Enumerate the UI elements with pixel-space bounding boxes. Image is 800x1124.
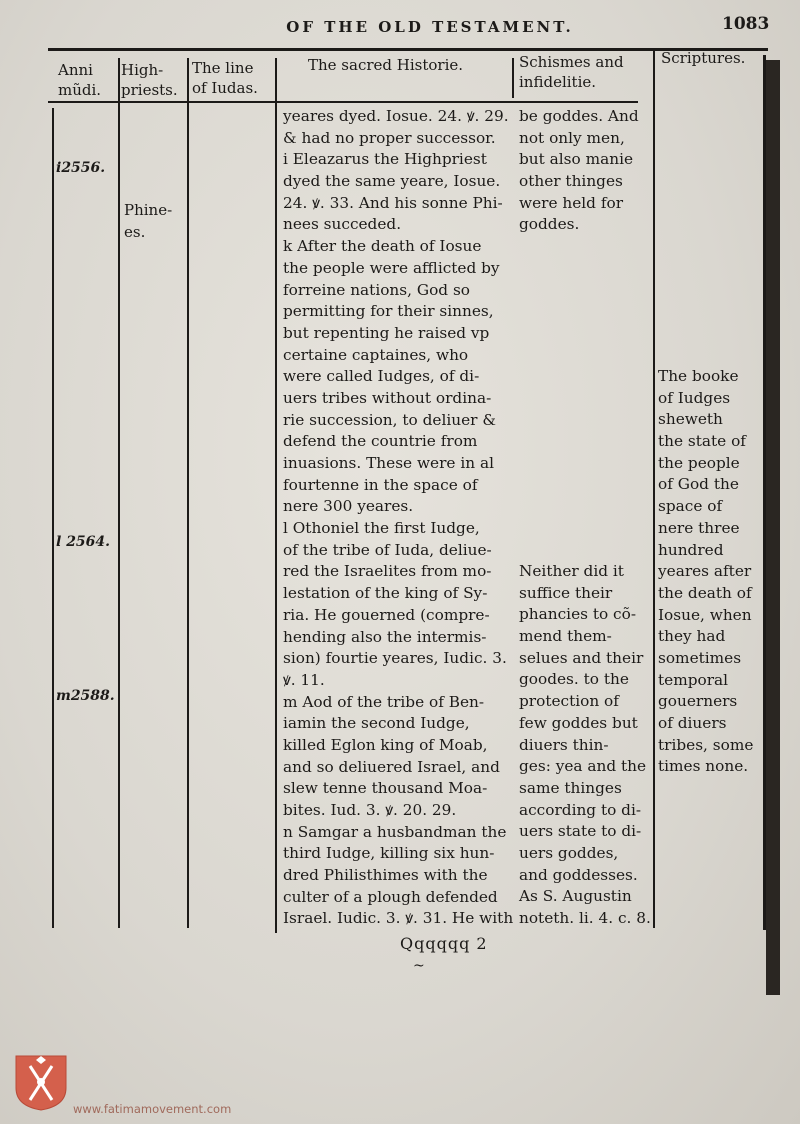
col-head-anni-line: mũdi. — [58, 81, 102, 99]
column-rule — [187, 58, 189, 928]
historie-line: but repenting he raised vp — [283, 323, 490, 342]
scriptures-text — [658, 366, 753, 778]
historie-line: m Aod of the tribe of Ben- — [283, 692, 485, 711]
schism-line: be goddes. And — [519, 107, 639, 125]
header-rule-top — [48, 48, 768, 51]
scripture-line: of Iudges — [658, 388, 731, 407]
schism-line: other thinges — [519, 172, 623, 191]
schism-line: goodes. to the — [519, 670, 629, 689]
scripture-line: space of — [658, 497, 723, 516]
historie-line: Israel. Iudic. 3. ꝟ. 31. He with — [283, 909, 514, 928]
schism-line: phancies to cõ- — [519, 605, 637, 624]
scripture-line: hundred — [658, 540, 724, 559]
historie-line: 24. ꝟ. 33. And his sonne Phi- — [283, 193, 503, 212]
col-head-schismes — [519, 52, 624, 92]
scripture-line: The booke — [658, 367, 739, 385]
historie-line: n Samgar a husbandman the — [283, 822, 507, 841]
historie-line: rie succession, to deliuer & — [283, 410, 496, 429]
fatima-crest-icon — [14, 1054, 68, 1112]
column-rule — [275, 58, 277, 933]
schism-line: few goddes but — [519, 713, 638, 732]
historie-line: inuasions. These were in al — [283, 454, 494, 472]
historie-line: & had no proper successor. — [283, 128, 496, 147]
scripture-line: times none. — [658, 757, 749, 776]
col-head-priests-line: High- — [121, 61, 164, 79]
schism-line: Neither did it — [519, 562, 624, 580]
column-rule — [512, 58, 514, 98]
col-head-priests-line: priests. — [121, 81, 178, 99]
historie-line: nere 300 yeares. — [283, 497, 414, 516]
page-edge-shadow — [766, 60, 780, 995]
historie-line: forreine nations, God so — [283, 280, 470, 299]
historie-line: fourtenne in the space of — [283, 475, 478, 494]
historie-line: hending also the intermis- — [283, 627, 487, 646]
col-head-line-line: of Iudas. — [192, 79, 258, 97]
schism-line: selues and their — [519, 648, 644, 667]
historie-line: lestation of the king of Sy- — [283, 584, 488, 603]
sacred-historie-text — [283, 106, 513, 930]
historie-line: permitting for their sinnes, — [283, 302, 494, 321]
highpriest-name-line: Phine- — [124, 201, 173, 219]
historie-line: i Eleazarus the Highpriest — [283, 150, 487, 169]
schism-line: diuers thin- — [519, 735, 609, 754]
column-rule — [118, 58, 120, 928]
historie-line: certaine captaines, who — [283, 345, 469, 364]
historie-line: were called Iudges, of di- — [283, 367, 480, 386]
column-rule — [52, 108, 54, 928]
historie-line: slew tenne thousand Moa- — [283, 779, 488, 798]
schismes-text-bottom — [519, 561, 651, 930]
col-head-line-line: The line — [192, 59, 254, 77]
schismes-text-top — [519, 106, 639, 236]
scripture-line: the death of — [658, 583, 752, 602]
schism-line: goddes. — [519, 215, 580, 234]
historie-line: and so deliuered Israel, and — [283, 757, 500, 776]
historie-line: yeares dyed. Iosue. 24. ꝟ. 29. — [283, 107, 509, 125]
column-rule — [653, 48, 655, 928]
historie-line: uers tribes without ordina- — [283, 388, 492, 407]
schism-line: mend them- — [519, 627, 612, 646]
website-link[interactable]: www.fatimamovement.com — [73, 1102, 232, 1116]
scripture-line: the people — [658, 453, 740, 472]
schism-line: not only men, — [519, 128, 625, 147]
scripture-line: temporal — [658, 670, 729, 689]
scripture-line: yeares after — [658, 562, 752, 581]
schism-line: ges: yea and the — [519, 757, 647, 776]
year-marker: i2556. — [56, 160, 106, 176]
schism-line: same thinges — [519, 778, 622, 797]
historie-line: the people were afflicted by — [283, 258, 500, 277]
schism-line: according to di- — [519, 800, 642, 819]
historie-line: l Othoniel the first Iudge, — [283, 519, 480, 538]
col-head-scriptures: Scriptures. — [661, 49, 746, 67]
historie-line: dred Philisthimes with the — [283, 866, 488, 885]
schism-line: noteth. li. 4. c. 8. — [519, 909, 651, 927]
col-head-line-of-iudas — [192, 58, 258, 98]
running-title: OF THE OLD TESTAMENT. — [286, 18, 574, 36]
historie-line: nees succeded. — [283, 215, 402, 234]
col-head-schismes-line: Schismes and — [519, 53, 624, 71]
historie-line: sion) fourtie yeares, Iudic. 3. — [283, 649, 507, 668]
year-marker: m2588. — [56, 688, 115, 704]
historie-line: third Iudge, killing six hun- — [283, 844, 495, 863]
historie-line: k After the death of Iosue — [283, 237, 482, 256]
year-marker: l 2564. — [56, 534, 111, 550]
historie-line: ria. He gouerned (compre- — [283, 605, 490, 624]
historie-line: of the tribe of Iuda, deliue- — [283, 540, 492, 559]
signature-mark: Qqqqqq 2 — [400, 934, 488, 953]
schism-line: uers state to di- — [519, 822, 642, 841]
ornament: ~ — [413, 958, 425, 974]
historie-line: defend the countrie from — [283, 432, 478, 451]
historie-line: culter of a plough defended — [283, 887, 498, 906]
scripture-line: sometimes — [658, 648, 742, 667]
col-head-historie: The sacred Historie. — [308, 56, 464, 74]
scripture-line: Iosue, when — [658, 605, 752, 624]
scripture-line: nere three — [658, 518, 740, 537]
col-head-schismes-line: infidelitie. — [519, 73, 597, 91]
historie-line: ꝟ. 11. — [283, 670, 325, 689]
schism-line: protection of — [519, 692, 619, 711]
schism-line: uers goddes, — [519, 843, 619, 862]
scripture-line: sheweth — [658, 410, 723, 429]
highpriest-name-line: es. — [124, 223, 146, 241]
scripture-line: the state of — [658, 432, 746, 451]
scripture-line: of diuers — [658, 714, 727, 732]
col-head-anni-line: Anni — [58, 61, 93, 79]
highpriest-name — [124, 199, 172, 243]
historie-line: killed Eglon king of Moab, — [283, 735, 488, 754]
col-head-priests — [121, 60, 178, 100]
col-head-anni — [58, 60, 101, 100]
historie-line: bites. Iud. 3. ꝟ. 20. 29. — [283, 801, 457, 819]
schism-line: but also manie — [519, 150, 634, 169]
historie-line: iamin the second Iudge, — [283, 714, 470, 733]
schism-line: were held for — [519, 193, 624, 212]
scripture-line: tribes, some — [658, 735, 754, 754]
page-number: 1083 — [722, 14, 770, 34]
historie-line: dyed the same yeare, Iosue. — [283, 172, 501, 191]
scripture-line: of God the — [658, 475, 739, 494]
scripture-line: they had — [658, 627, 726, 646]
schism-line: and goddesses. — [519, 865, 638, 884]
schism-line: As S. Augustin — [519, 887, 632, 906]
scripture-line: gouerners — [658, 692, 738, 711]
schism-line: suffice their — [519, 583, 613, 602]
header-rule-bottom — [48, 101, 638, 103]
historie-line: red the Israelites from mo- — [283, 562, 492, 581]
